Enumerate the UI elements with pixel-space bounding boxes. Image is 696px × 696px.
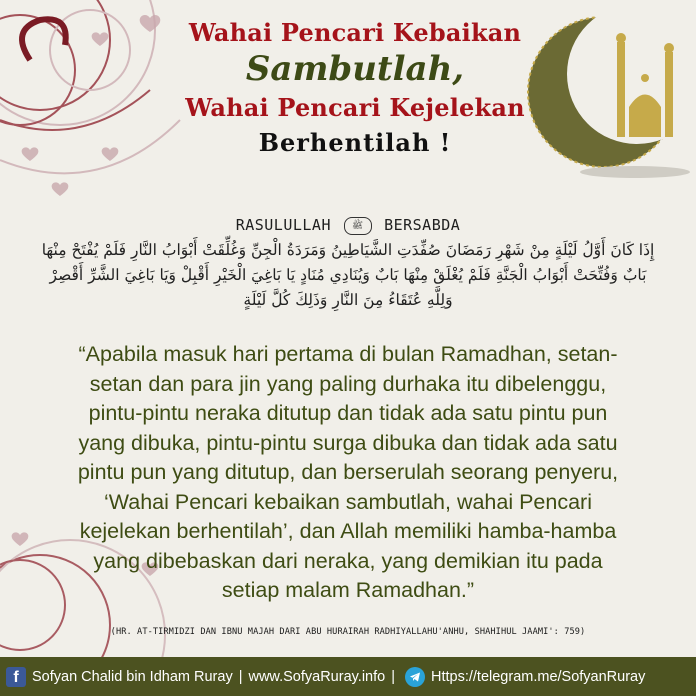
hadith-intro <box>0 216 696 235</box>
headline-line-4-mark: ! <box>439 128 452 157</box>
quote-line: setan dan para jin yang paling durhaka itu dibelenggu, <box>89 371 607 396</box>
headline-line-4-text: Berhentilah <box>258 128 431 157</box>
translation-quote <box>12 340 684 606</box>
headline <box>170 18 540 157</box>
arabic-line-3: وَلِلَّهِ عُتَقَاءُ مِنَ النَّارِ وَذَلِكَ كُلَّ لَيْلَةٍ <box>243 291 453 309</box>
quote-line: setiap malam Ramadhan.” <box>221 578 475 602</box>
footer-separator: | <box>391 668 395 685</box>
arabic-hadith-text <box>20 238 676 313</box>
headline-line-3: Wahai Pencari Kejelekan <box>185 93 525 122</box>
telegram-icon[interactable] <box>405 667 425 687</box>
crescent-mosque-ornament <box>525 12 695 182</box>
hadith-intro-before: RASULULLAH <box>235 216 331 234</box>
arabic-line-1: إِذَا كَانَ أَوَّلُ لَيْلَةٍ مِنْ شَهْرِ رَمَضَانَ صُفِّدَتِ الشَّيَاطِينُ وَمَرَدَةُ الْجِنِّ وَغُلِّقَتْ أَبْوَابُ النَّارِ فَلَمْ يُفْتَحْ مِنْهَا <box>41 241 655 259</box>
quote-line: ‘Wahai Pencari kebaikan sambutlah, wahai Pencari <box>104 489 592 514</box>
website-link[interactable]: www.SofyaRuray.info <box>248 668 386 685</box>
hadith-intro-after: BERSABDA <box>384 216 461 234</box>
headline-line-2: Sambutlah, <box>245 49 465 89</box>
telegram-link[interactable]: Https://telegram.me/SofyanRuray <box>431 668 646 685</box>
quote-line: kejelekan berhentilah’, dan Allah memiliki hamba-hamba <box>79 519 617 543</box>
quote-line: “Apabila masuk hari pertama di bulan Ramadhan, setan- <box>78 342 618 366</box>
facebook-icon[interactable]: f <box>6 667 26 687</box>
hadith-source: (HR. AT-TIRMIDZI DAN IBNU MAJAH DARI ABU HURAIRAH RADHIYALLAHU'ANHU, SHAHIHUL JAAMI': 759) <box>110 627 586 637</box>
headline-line-4 <box>170 128 540 157</box>
facebook-name-link[interactable]: Sofyan Chalid bin Idham Ruray <box>32 668 233 685</box>
footer-bar <box>0 657 696 696</box>
salawat-glyph: ﷺ <box>344 217 372 235</box>
quote-line: yang dibuka, pintu-pintu surga dibuka dan tidak ada satu <box>78 430 618 455</box>
arabic-line-2: بَابٌ وَفُتِّحَتْ أَبْوَابُ الْجَنَّةِ فَلَمْ يُغْلَقْ مِنْهَا بَابٌ وَيُنَادِي مُنَادٍ يَا بَاغِيَ الْخَيْرِ أَقْبِلْ وَيَا بَاغِيَ الشَّرِّ أَقْصِرْ <box>49 266 647 284</box>
quote-line: pintu-pintu neraka ditutup dan tidak ada satu pintu pun <box>88 401 608 425</box>
footer-separator: | <box>238 668 243 685</box>
quote-line: yang dibebaskan dari neraka, yang demikian itu pada <box>93 548 603 573</box>
headline-line-1: Wahai Pencari Kebaikan <box>188 18 522 47</box>
quote-line: pintu pun yang ditutup, dan berserulah seorang penyeru, <box>77 460 619 484</box>
